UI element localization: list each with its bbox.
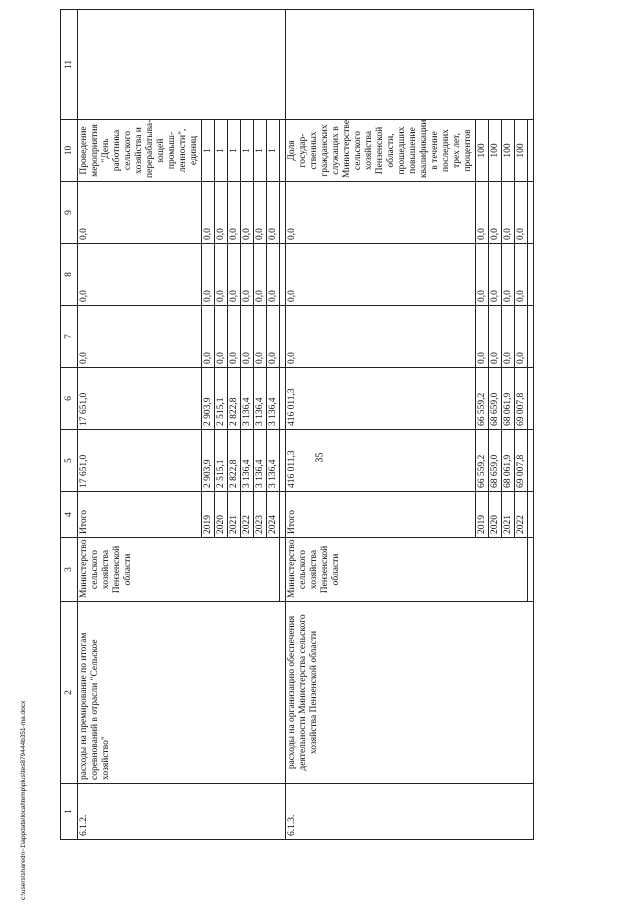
value-c7: 0,0 <box>254 306 267 368</box>
value-c6: 66 559,2 <box>476 368 489 430</box>
year: 2021 <box>228 492 241 538</box>
year: 2020 <box>215 492 228 538</box>
value-c5: 2 515,1 <box>215 430 228 492</box>
value-c7: 0,0 <box>515 306 528 368</box>
item-name: расходы на организацию обеспечения деятельности Министерства сельского хозяйства Пензенской области <box>286 602 534 784</box>
value-c9: 0,0 <box>202 182 215 244</box>
value-c5: 2 903,9 <box>202 430 215 492</box>
value-c5: 69 007,8 <box>515 430 528 492</box>
value-c8: 0,0 <box>228 244 241 306</box>
total-c6: 416 011,3 <box>286 368 476 430</box>
header-row <box>61 10 78 840</box>
total-c7: 0,0 <box>78 306 202 368</box>
indicator: Доля государ-ственных гражданских служащих в Министерстве сельского хозяйства Пензенской области, прошедших повышение квалификации в течение последних трех лет, процентов <box>286 120 476 182</box>
value-c9: 0,0 <box>267 182 280 244</box>
indicator: Проведение мероприятия "День работника сельского хозяйства и перерабатыва-ющей промыш-ленности", единиц <box>78 120 202 182</box>
value-c8: 0,0 <box>202 244 215 306</box>
value-c6: 2 515,1 <box>215 368 228 430</box>
col11-empty <box>78 10 286 120</box>
header-cell: 4 <box>61 492 78 538</box>
total-c8: 0,0 <box>78 244 202 306</box>
rotated-table-wrapper <box>60 50 585 840</box>
spacer-cell <box>528 430 534 492</box>
value-c10: 1 <box>241 120 254 182</box>
year: 2021 <box>502 492 515 538</box>
value-c7: 0,0 <box>476 306 489 368</box>
value-c8: 0,0 <box>476 244 489 306</box>
value-c10: 1 <box>228 120 241 182</box>
header-cell: 3 <box>61 538 78 602</box>
file-path-footer: c:\users\sharedn~1\appdata\local\temp\plus\tes879444b351-ma.docx <box>20 700 27 900</box>
year: 2019 <box>202 492 215 538</box>
value-c7: 0,0 <box>228 306 241 368</box>
total-c6: 17 651,0 <box>78 368 202 430</box>
spacer-cell <box>528 306 534 368</box>
value-c7: 0,0 <box>267 306 280 368</box>
year: 2022 <box>515 492 528 538</box>
value-c5: 3 136,4 <box>254 430 267 492</box>
year: 2019 <box>476 492 489 538</box>
year: 2024 <box>267 492 280 538</box>
value-c9: 0,0 <box>254 182 267 244</box>
program-table <box>60 9 534 840</box>
year: 2023 <box>254 492 267 538</box>
spacer-cell <box>528 368 534 430</box>
value-c6: 3 136,4 <box>241 368 254 430</box>
header-cell: 11 <box>61 10 78 120</box>
year: 2020 <box>489 492 502 538</box>
value-c8: 0,0 <box>489 244 502 306</box>
value-c10: 100 <box>476 120 489 182</box>
value-c10: 1 <box>215 120 228 182</box>
value-c9: 0,0 <box>515 182 528 244</box>
total-c8: 0,0 <box>286 244 476 306</box>
value-c8: 0,0 <box>254 244 267 306</box>
col11-empty <box>286 10 534 120</box>
header-cell: 5 <box>61 430 78 492</box>
value-c5: 2 822,8 <box>228 430 241 492</box>
value-c7: 0,0 <box>502 306 515 368</box>
total-c9: 0,0 <box>286 182 476 244</box>
value-c8: 0,0 <box>215 244 228 306</box>
value-c5: 66 559,2 <box>476 430 489 492</box>
value-c9: 0,0 <box>241 182 254 244</box>
value-c9: 0,0 <box>476 182 489 244</box>
value-c10: 100 <box>489 120 502 182</box>
header-cell: 2 <box>61 602 78 784</box>
value-c9: 0,0 <box>489 182 502 244</box>
page-number: 35 <box>314 452 326 463</box>
value-c9: 0,0 <box>228 182 241 244</box>
header-cell: 10 <box>61 120 78 182</box>
item-code: 6.1.3. <box>286 784 534 840</box>
value-c8: 0,0 <box>515 244 528 306</box>
value-c7: 0,0 <box>202 306 215 368</box>
value-c6: 3 136,4 <box>254 368 267 430</box>
value-c10: 1 <box>254 120 267 182</box>
value-c5: 3 136,4 <box>267 430 280 492</box>
value-c9: 0,0 <box>215 182 228 244</box>
header-cell: 7 <box>61 306 78 368</box>
value-c7: 0,0 <box>241 306 254 368</box>
total-c5: 416 011,3 <box>286 430 476 492</box>
value-c7: 0,0 <box>489 306 502 368</box>
value-c6: 2 903,9 <box>202 368 215 430</box>
value-c7: 0,0 <box>215 306 228 368</box>
total-label: Итого <box>78 492 202 538</box>
spacer-cell <box>528 492 534 538</box>
value-c8: 0,0 <box>241 244 254 306</box>
total-c7: 0,0 <box>286 306 476 368</box>
header-cell: 6 <box>61 368 78 430</box>
header-cell: 1 <box>61 784 78 840</box>
item-org: Министерство сельского хозяйства Пензенской области <box>78 538 280 602</box>
value-c10: 100 <box>515 120 528 182</box>
item-org: Министерство сельского хозяйства Пензенской области <box>286 538 528 602</box>
spacer-cell <box>528 120 534 182</box>
value-c6: 3 136,4 <box>267 368 280 430</box>
value-c5: 68 659,0 <box>489 430 502 492</box>
value-c8: 0,0 <box>267 244 280 306</box>
value-c10: 100 <box>502 120 515 182</box>
total-c9: 0,0 <box>78 182 202 244</box>
spacer-cell <box>528 538 534 602</box>
total-c5: 17 651,0 <box>78 430 202 492</box>
value-c5: 3 136,4 <box>241 430 254 492</box>
header-cell: 8 <box>61 244 78 306</box>
header-cell: 9 <box>61 182 78 244</box>
value-c5: 68 061,9 <box>502 430 515 492</box>
value-c6: 69 007,8 <box>515 368 528 430</box>
value-c10: 1 <box>267 120 280 182</box>
block-total-row <box>78 10 202 840</box>
spacer-cell <box>528 244 534 306</box>
total-label: Итого <box>286 492 476 538</box>
value-c6: 68 659,0 <box>489 368 502 430</box>
value-c6: 2 822,8 <box>228 368 241 430</box>
item-code: 6.1.2. <box>78 784 286 840</box>
block-total-row <box>286 10 476 840</box>
item-name: расходы на премирование по итогам соревнований в отрасли "Сельское хозяйство" <box>78 602 286 784</box>
year: 2022 <box>241 492 254 538</box>
value-c6: 68 061,9 <box>502 368 515 430</box>
value-c9: 0,0 <box>502 182 515 244</box>
spacer-cell <box>528 182 534 244</box>
value-c8: 0,0 <box>502 244 515 306</box>
value-c10: 1 <box>202 120 215 182</box>
